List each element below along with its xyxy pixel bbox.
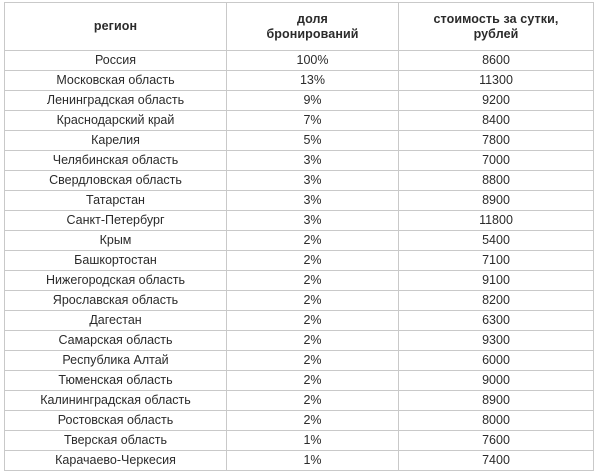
cell-share: 2% [227, 251, 399, 271]
cell-share: 2% [227, 391, 399, 411]
cell-share: 2% [227, 331, 399, 351]
cell-price: 9200 [399, 91, 594, 111]
cell-share: 3% [227, 211, 399, 231]
cell-share: 100% [227, 51, 399, 71]
table-row [5, 191, 594, 211]
table-container [4, 2, 593, 471]
cell-share: 2% [227, 351, 399, 371]
column-header-region: регион [5, 3, 227, 51]
cell-region: Татарстан [5, 191, 227, 211]
cell-region: Карачаево-Черкесия [5, 451, 227, 471]
table-row [5, 451, 594, 471]
cell-price: 8000 [399, 411, 594, 431]
cell-share: 1% [227, 431, 399, 451]
cell-region: Свердловская область [5, 171, 227, 191]
cell-price: 7800 [399, 131, 594, 151]
cell-price: 8900 [399, 391, 594, 411]
cell-share: 2% [227, 291, 399, 311]
table-row [5, 331, 594, 351]
cell-share: 1% [227, 451, 399, 471]
cell-region: Челябинская область [5, 151, 227, 171]
cell-region: Самарская область [5, 331, 227, 351]
cell-region: Ленинградская область [5, 91, 227, 111]
cell-share: 2% [227, 411, 399, 431]
cell-price: 8800 [399, 171, 594, 191]
table-row [5, 51, 594, 71]
cell-share: 7% [227, 111, 399, 131]
cell-region: Тверская область [5, 431, 227, 451]
cell-region: Санкт-Петербург [5, 211, 227, 231]
cell-price: 5400 [399, 231, 594, 251]
table-row [5, 71, 594, 91]
cell-price: 8900 [399, 191, 594, 211]
cell-region: Калининградская область [5, 391, 227, 411]
table-row [5, 131, 594, 151]
cell-share: 3% [227, 191, 399, 211]
table-row [5, 211, 594, 231]
cell-price: 6300 [399, 311, 594, 331]
cell-region: Краснодарский край [5, 111, 227, 131]
table-body [5, 51, 594, 471]
cell-region: Россия [5, 51, 227, 71]
cell-share: 2% [227, 311, 399, 331]
cell-price: 8400 [399, 111, 594, 131]
table-row [5, 91, 594, 111]
cell-price: 7600 [399, 431, 594, 451]
table-row [5, 271, 594, 291]
cell-share: 2% [227, 231, 399, 251]
cell-share: 3% [227, 151, 399, 171]
table-row [5, 291, 594, 311]
table-row [5, 391, 594, 411]
cell-share: 2% [227, 371, 399, 391]
cell-region: Тюменская область [5, 371, 227, 391]
cell-share: 13% [227, 71, 399, 91]
cell-region: Крым [5, 231, 227, 251]
cell-region: Карелия [5, 131, 227, 151]
table-row [5, 111, 594, 131]
table-row [5, 371, 594, 391]
cell-region: Республика Алтай [5, 351, 227, 371]
cell-price: 7000 [399, 151, 594, 171]
table-row [5, 411, 594, 431]
regions-bookings-table [4, 2, 594, 471]
column-header-price: стоимость за сутки, рублей [399, 3, 594, 51]
cell-price: 9300 [399, 331, 594, 351]
table-header [5, 3, 594, 51]
cell-price: 6000 [399, 351, 594, 371]
table-row [5, 431, 594, 451]
cell-price: 9000 [399, 371, 594, 391]
cell-region: Башкортостан [5, 251, 227, 271]
cell-price: 7400 [399, 451, 594, 471]
cell-region: Ростовская область [5, 411, 227, 431]
table-row [5, 351, 594, 371]
cell-price: 11300 [399, 71, 594, 91]
cell-region: Нижегородская область [5, 271, 227, 291]
cell-price: 8200 [399, 291, 594, 311]
cell-price: 11800 [399, 211, 594, 231]
table-row [5, 251, 594, 271]
cell-region: Ярославская область [5, 291, 227, 311]
column-header-share: доля бронирований [227, 3, 399, 51]
cell-share: 2% [227, 271, 399, 291]
header-row [5, 3, 594, 51]
cell-price: 9100 [399, 271, 594, 291]
cell-share: 9% [227, 91, 399, 111]
cell-price: 8600 [399, 51, 594, 71]
cell-region: Московская область [5, 71, 227, 91]
table-row [5, 231, 594, 251]
table-row [5, 171, 594, 191]
cell-price: 7100 [399, 251, 594, 271]
cell-share: 3% [227, 171, 399, 191]
table-row [5, 311, 594, 331]
cell-share: 5% [227, 131, 399, 151]
cell-region: Дагестан [5, 311, 227, 331]
table-row [5, 151, 594, 171]
